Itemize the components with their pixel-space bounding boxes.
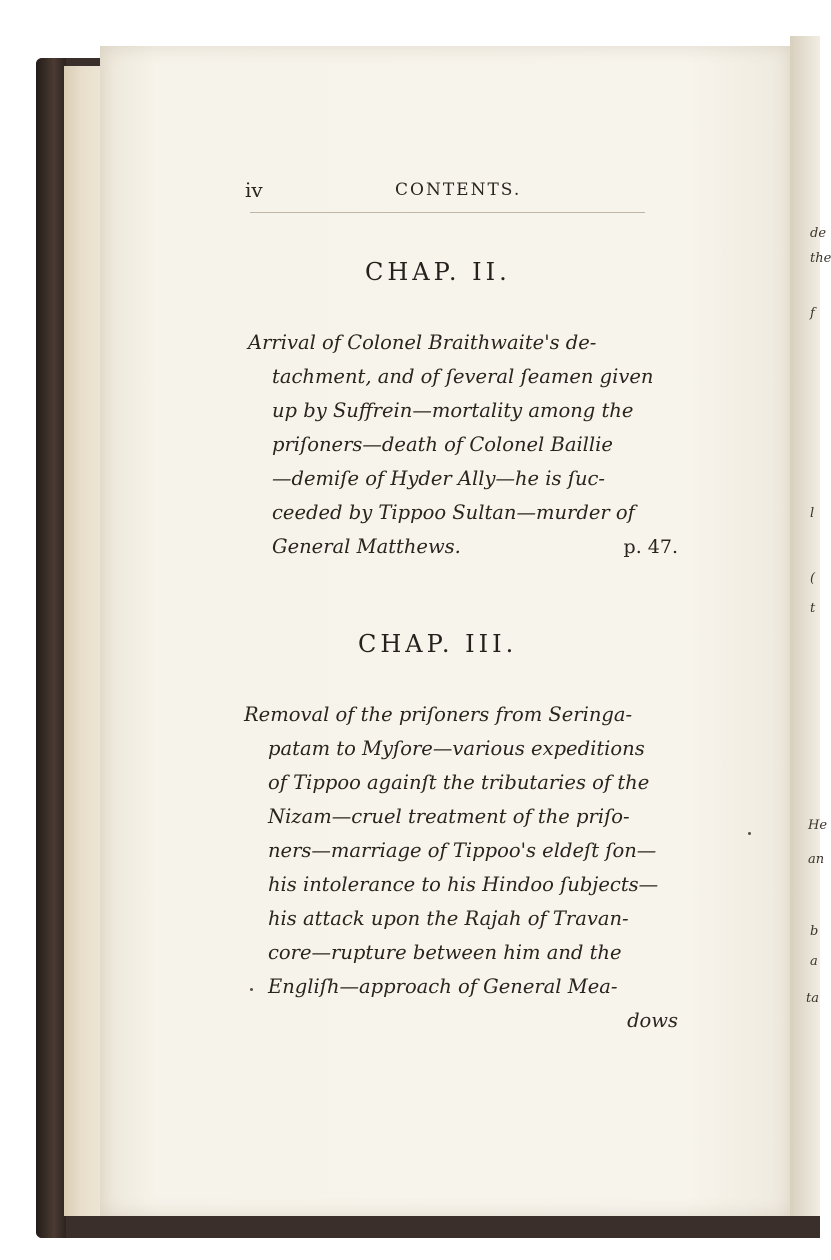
- facing-page-edge: [790, 36, 831, 1216]
- facing-page-fragment: t: [810, 601, 816, 616]
- book-spine-edge: [36, 58, 66, 1238]
- summary-line: of Tippoo againſt the tributaries of the: [268, 771, 650, 794]
- summary-line: his intolerance to his Hindoo ſubjects—: [268, 873, 659, 896]
- head-rule: [250, 212, 645, 213]
- page-reference: p. 47.: [623, 536, 678, 558]
- summary-line: ceeded by Tippoo Sultan—murder of: [272, 501, 635, 524]
- summary-line: dows: [627, 1009, 678, 1032]
- page-number: iv: [245, 178, 263, 202]
- chapter-summary: [248, 326, 678, 564]
- facing-page-fragment: de: [810, 226, 827, 241]
- facing-page-fragment: (: [810, 571, 816, 586]
- summary-line: patam to Myſore—various expeditions: [268, 737, 645, 760]
- running-head: [245, 178, 675, 208]
- facing-page-fragment: f: [810, 306, 815, 321]
- summary-line: Nizam—cruel treatment of the priſo-: [268, 805, 630, 828]
- facing-page-fragment: a: [810, 954, 818, 969]
- summary-line: Engliſh—approach of General Mea-: [268, 975, 618, 998]
- chapter-summary: [244, 698, 678, 1038]
- facing-page-fragment: b: [810, 924, 819, 939]
- summary-line: Arrival of Colonel Braithwaite's de-: [248, 331, 597, 354]
- summary-line: General Matthews.: [272, 535, 461, 558]
- running-head-title: CONTENTS.: [395, 180, 522, 200]
- facing-page-fragment: l: [810, 506, 815, 521]
- facing-page-fragment: ta: [806, 991, 819, 1006]
- facing-page-fragment: an: [808, 852, 825, 867]
- summary-line: tachment, and of ſeveral ſeamen given: [272, 365, 654, 388]
- summary-line: Removal of the priſoners from Seringa-: [244, 703, 633, 726]
- facing-page-fragment: He: [808, 818, 828, 833]
- summary-line: core—rupture between him and the: [268, 941, 622, 964]
- paper-speck: [748, 832, 751, 835]
- facing-page-fragment: the: [810, 251, 831, 266]
- summary-line: —demiſe of Hyder Ally—he is ſuc-: [272, 467, 606, 490]
- summary-line: priſoners—death of Colonel Baillie: [272, 433, 613, 456]
- summary-last-line: [248, 530, 678, 564]
- summary-line: up by Suffrein—mortality among the: [272, 399, 634, 422]
- summary-line: his attack upon the Rajah of Travan-: [268, 907, 629, 930]
- paper-speck: [250, 988, 253, 991]
- chapter-heading: CHAP. III.: [358, 630, 518, 658]
- chapter-heading: CHAP. II.: [365, 258, 511, 286]
- summary-line: ners—marriage of Tippoo's eldeſt ſon—: [268, 839, 657, 862]
